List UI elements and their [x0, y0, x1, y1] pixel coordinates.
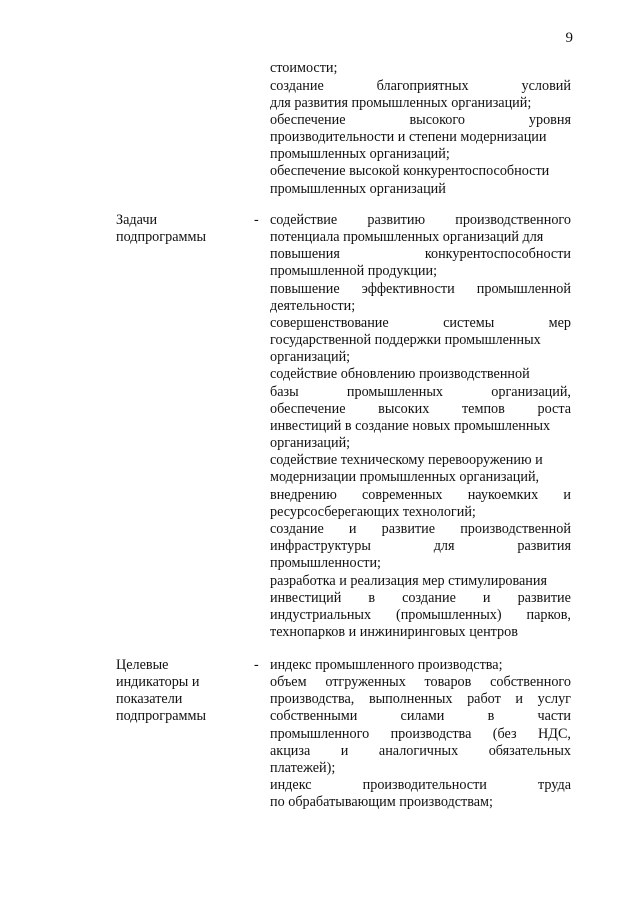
word: высокого [409, 112, 465, 128]
text-line: платежей); [270, 760, 336, 776]
tasks-label-line-1: Задачи [116, 212, 158, 228]
word: повышение [270, 281, 340, 297]
word: и [515, 691, 523, 707]
word: промышленного [270, 726, 370, 742]
text-line [270, 212, 571, 229]
text-line: содействие обновлению производственной [270, 366, 530, 382]
word: и [563, 487, 571, 503]
word: в [487, 708, 495, 724]
word: производительности [362, 777, 487, 793]
word: товаров [424, 674, 472, 690]
text-line [270, 590, 571, 607]
word: промышленной [476, 281, 571, 297]
word: и [482, 590, 491, 606]
indicators-dash: - [254, 657, 259, 673]
text-line [270, 691, 571, 708]
word: объем [270, 674, 307, 690]
text-line: ресурсосберегающих технологий; [270, 504, 476, 520]
word: повышения [270, 246, 340, 262]
word: для [433, 538, 455, 554]
word: наукоемких [467, 487, 539, 503]
word: современных [361, 487, 443, 503]
page-number: 9 [565, 30, 573, 46]
word: работ [467, 691, 501, 707]
word: развитию [367, 212, 426, 228]
indicators-label-line-4: подпрограммы [116, 708, 206, 724]
word: обеспечение [270, 401, 346, 417]
word: силами [400, 708, 445, 724]
word: аналогичных [378, 743, 459, 759]
text-line: промышленных организаций; [270, 146, 450, 162]
word: создание [270, 78, 324, 94]
word: (без [492, 726, 517, 742]
word: собственными [270, 708, 358, 724]
text-line: модернизации промышленных организаций, [270, 469, 540, 485]
text-line [270, 777, 571, 794]
text-line: организаций; [270, 349, 351, 365]
text-line [270, 521, 571, 538]
text-line: содействие техническому перевооружению и [270, 452, 543, 468]
text-line [270, 78, 571, 95]
word: совершенствование [270, 315, 389, 331]
text-line: технопарков и инжиниринговых центров [270, 624, 518, 640]
word: промышленных [346, 384, 444, 400]
text-line: для развития промышленных организаций; [270, 95, 532, 111]
text-line: по обрабатывающим производствам; [270, 794, 493, 810]
word: инвестиций [270, 590, 342, 606]
word: мер [548, 315, 571, 331]
word: организаций, [491, 384, 571, 400]
word: создание [402, 590, 456, 606]
text-line [270, 281, 571, 298]
word: развитие [381, 521, 436, 537]
word: парков, [526, 607, 571, 623]
word: и [348, 521, 357, 537]
word: инфраструктуры [270, 538, 371, 554]
text-line: стоимости; [270, 60, 338, 76]
word: производства [390, 726, 472, 742]
indicators-label-line-1: Целевые [116, 657, 169, 673]
indicators-label-line-3: показатели [116, 691, 183, 707]
text-line [270, 743, 571, 760]
text-line [270, 607, 571, 624]
word: услуг [537, 691, 571, 707]
text-line: государственной поддержки промышленных [270, 332, 541, 348]
text-line [270, 708, 571, 725]
text-line [270, 674, 571, 691]
word: производственной [460, 521, 571, 537]
word: собственного [490, 674, 571, 690]
text-line: производительности и степени модернизации [270, 129, 547, 145]
word: отгруженных [325, 674, 406, 690]
word: труда [538, 777, 571, 793]
word: содействие [270, 212, 338, 228]
word: создание [270, 521, 324, 537]
indicators-label-line-2: индикаторы и [116, 674, 200, 690]
text-line: организаций; [270, 435, 351, 451]
word: (промышленных) [395, 607, 502, 623]
text-line [270, 726, 571, 743]
word: конкурентоспособности [424, 246, 571, 262]
text-line: деятельности; [270, 298, 356, 314]
word: роста [537, 401, 571, 417]
word: в [368, 590, 376, 606]
word: и [340, 743, 349, 759]
word: базы [270, 384, 299, 400]
word: выполненных [368, 691, 453, 707]
text-line [270, 112, 571, 129]
word: части [537, 708, 571, 724]
text-line: промышленности; [270, 555, 381, 571]
text-line: потенциала промышленных организаций для [270, 229, 544, 245]
word: высоких [378, 401, 430, 417]
word: производственного [455, 212, 571, 228]
text-line: обеспечение высокой конкурентоспособности [270, 163, 550, 179]
word: эффективности [361, 281, 455, 297]
word: благоприятных [376, 78, 469, 94]
text-line: разработка и реализация мер стимулирования [270, 573, 548, 589]
word: индекс [270, 777, 312, 793]
text-line [270, 538, 571, 555]
word: производства, [270, 691, 355, 707]
tasks-dash: - [254, 212, 259, 228]
text-line: промышленной продукции; [270, 263, 438, 279]
text-line: индекс промышленного производства; [270, 657, 503, 673]
text-line: инвестиций в создание новых промышленных [270, 418, 551, 434]
word: обеспечение [270, 112, 346, 128]
word: индустриальных [270, 607, 372, 623]
text-line [270, 384, 571, 401]
text-line [270, 487, 571, 504]
word: акциза [270, 743, 311, 759]
text-line [270, 401, 571, 418]
word: развития [517, 538, 571, 554]
word: НДС, [538, 726, 571, 742]
word: системы [443, 315, 495, 331]
tasks-label-line-2: подпрограммы [116, 229, 206, 245]
word: темпов [461, 401, 505, 417]
word: уровня [528, 112, 571, 128]
word: внедрению [270, 487, 337, 503]
text-line [270, 246, 571, 263]
word: условий [521, 78, 571, 94]
text-line: промышленных организаций [270, 181, 446, 197]
word: развитие [517, 590, 571, 606]
word: обязательных [488, 743, 571, 759]
text-line [270, 315, 571, 332]
